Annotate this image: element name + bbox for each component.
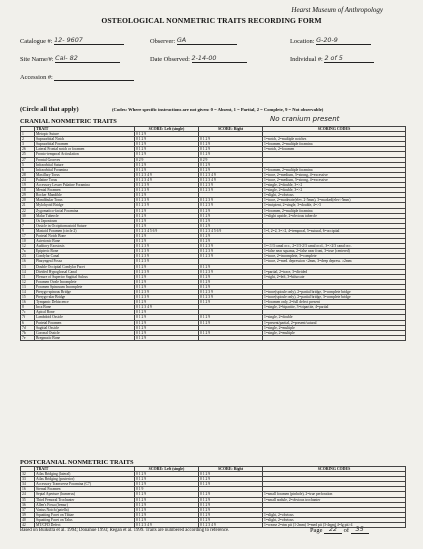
trait-name: Mastoid Foramen (circle 2) <box>35 228 135 233</box>
left-score-options[interactable]: 0 1 2 3 4 9 <box>135 305 199 310</box>
trait-name: Atlas Bridging (posterior) <box>35 477 135 482</box>
scoring-codes: 1=notch, 2=foramen <box>263 147 406 152</box>
scoring-codes: 1=right, 2=left, 3=bifurcate <box>263 274 406 279</box>
right-score-options[interactable]: 0 1 2 9 <box>199 517 263 522</box>
cranial-section-title: CRANIAL NONMETRIC TRAITS <box>20 118 117 125</box>
trait-name: Septal Aperture (humerus) <box>35 492 135 497</box>
left-score-options[interactable]: 0 1 2 9 <box>135 482 199 487</box>
left-score-options[interactable]: 0 1 2 9 <box>135 507 199 512</box>
site-value: Cal- 82 <box>55 54 78 62</box>
trait-number: 20 <box>21 198 35 203</box>
postcranial-section-title: POSTCRANIAL NONMETRIC TRAITS <box>20 459 134 466</box>
left-score-options[interactable]: 0 1 2 9 <box>135 223 199 228</box>
scoring-codes: 1=partial, 2=trace, 3=divided <box>263 269 406 274</box>
left-score-options[interactable]: 0 1 9 <box>135 487 199 492</box>
scoring-codes: 1=trace(spicule only), 2=partial bridge, 3=complete bridge <box>263 290 406 295</box>
trait-name: Foramen Spinosum Incomplete <box>35 284 135 289</box>
trait-number: 7d <box>21 325 35 330</box>
trait-name: Ossicle in Occipitomastoid Suture <box>35 223 135 228</box>
right-score-options[interactable]: 0 1 2 9 <box>199 137 263 142</box>
left-score-options[interactable]: 0 1 2 3 4 5 6 9 <box>135 228 199 233</box>
trait-number: 9 <box>21 228 35 233</box>
individual-value: 2 of 5 <box>324 54 343 62</box>
left-score-options[interactable]: 0 1 2 9 <box>135 310 199 315</box>
trait-name: Apical Bone <box>35 310 135 315</box>
left-score-options[interactable]: 0 1 2 9 <box>135 477 199 482</box>
trait-number: 7b <box>21 330 35 335</box>
left-score-options[interactable]: 0 1 2 3 4 9 <box>135 523 199 528</box>
right-score-options[interactable]: 0 1 2 9 <box>199 233 263 238</box>
trait-number: 5 <box>21 162 35 167</box>
trait-number: 27 <box>21 157 35 162</box>
right-score-options[interactable]: 0 1 2 9 <box>199 477 263 482</box>
left-score-options[interactable]: 0 1 2 9 <box>135 472 199 477</box>
trait-number: 8 <box>21 305 35 310</box>
trait-name: Vastus Notch (patella) <box>35 507 135 512</box>
form-title: OSTEOLOGICAL NONMETRIC TRAITS RECORDING FORM <box>101 16 322 25</box>
scoring-codes: 1=slight, 2=obvious <box>263 517 406 522</box>
left-score-options[interactable]: 0 1 2 9 <box>135 264 199 269</box>
postcranial-traits-table <box>20 466 406 528</box>
left-score-options[interactable]: 0 1 2 9 <box>135 132 199 137</box>
trait-number: 39 <box>21 512 35 517</box>
trait-number: 24 <box>21 177 35 182</box>
right-score-options[interactable]: 0 1 2 9 <box>199 142 263 147</box>
trait-name: Parietal Notch Bone <box>35 233 135 238</box>
right-score-options[interactable] <box>199 335 263 340</box>
scoring-codes: 1=trace, 2=incomplete, 3=complete <box>263 254 406 259</box>
right-score-options[interactable]: 0 1 2 9 <box>199 492 263 497</box>
left-score-options[interactable]: 0 1 2 3 4 9 <box>135 172 199 177</box>
trait-name: Parietal Foramen <box>35 320 135 325</box>
trait-number: 19 <box>21 183 35 188</box>
scoring-codes: 1=crease 2=rim pit (1-2mm) 3=med pit (3-4mm) 4=lg pit>4 <box>263 523 406 528</box>
trait-number: 29 <box>21 193 35 198</box>
trait-name: Infraorbital Foramina <box>35 167 135 172</box>
trait-name: Pterygo-alar Bridge <box>35 295 135 300</box>
scoring-codes <box>263 335 406 340</box>
right-score-options[interactable]: 0 1 2 9 <box>199 218 263 223</box>
right-score-options[interactable]: 0 2 9 <box>199 157 263 162</box>
trait-number: 10 <box>21 239 35 244</box>
left-score-options[interactable]: 0 1 2 9 <box>135 497 199 502</box>
trait-number: 13 <box>21 264 35 269</box>
date-observed-field[interactable]: Date Observed: 2-14-00 <box>150 54 247 63</box>
right-score-header: SCORE: Right <box>199 467 263 472</box>
right-score-options[interactable]: 0 1 2 3 9 <box>199 254 263 259</box>
right-score-options[interactable]: 0 1 2 3 9 <box>199 249 263 254</box>
left-score-options[interactable]: 0 1 2 3 9 <box>135 269 199 274</box>
trait-number: 35 <box>21 497 35 502</box>
trait-number: 23 <box>21 254 35 259</box>
trait-name: MT/CFD Defect <box>35 523 135 528</box>
cranial-table-body <box>21 132 406 341</box>
right-score-options[interactable]: 0 1 2 9 <box>199 320 263 325</box>
right-score-options[interactable]: 0 1 2 3 9 <box>199 183 263 188</box>
scoring-codes: 1=foramen only, 2=full defect present <box>263 300 406 305</box>
trait-name: Os Japonicum <box>35 218 135 223</box>
location-value: G-20-9 <box>316 36 338 44</box>
trait-number: 7e <box>21 335 35 340</box>
page-number: Page 22 of 35 <box>310 525 369 534</box>
trait-name: Fronto-temporal Articulation <box>35 152 135 157</box>
right-score-options[interactable]: 0 1 2 3 9 <box>199 295 263 300</box>
right-score-options[interactable]: 0 1 2 3 9 <box>199 290 263 295</box>
trait-number: 42 <box>21 523 35 528</box>
right-score-options[interactable]: 0 1 2 9 <box>199 315 263 320</box>
trait-name: Divided Hypoglossal Canal <box>35 269 135 274</box>
trait-number: 18 <box>21 188 35 193</box>
trait-name: Mental Foramen <box>35 188 135 193</box>
left-score-options[interactable]: 0 1 2 9 <box>135 320 199 325</box>
postcranial-table-body <box>21 472 406 528</box>
trait-number: 8 <box>21 218 35 223</box>
left-score-options[interactable]: 0 1 2 9 <box>135 330 199 335</box>
trait-number: 28 <box>21 172 35 177</box>
left-score-options[interactable]: 0 1 2 9 <box>135 218 199 223</box>
left-score-options[interactable]: 0 1 2 9 <box>135 208 199 213</box>
trait-header: TRAIT <box>35 127 135 132</box>
left-score-options[interactable]: 0 1 2 9 <box>135 213 199 218</box>
trait-name: Atlas Bridging (lateral) <box>35 472 135 477</box>
scoring-codes: 1=trace(spicule only), 2=partial bridge, 3=complete bridge <box>263 295 406 300</box>
trait-number: 36 <box>21 502 35 507</box>
trait-number: 22 <box>21 208 35 213</box>
scoring-codes-header: SCORING CODES <box>263 127 406 132</box>
trait-name: Supraorbital Foramen <box>35 142 135 147</box>
left-score-options[interactable]: 0 1 2 9 <box>135 162 199 167</box>
scoring-codes: 1=trace, 2=med. depression <2mm, 3=deep depress. ≥2mm <box>263 259 406 264</box>
trait-name: Tympanic Dehiscence <box>35 300 135 305</box>
left-score-options[interactable]: 0 1 2 9 <box>135 142 199 147</box>
trait-name: Frontal Grooves <box>35 157 135 162</box>
trait-header: TRAIT <box>35 467 135 472</box>
scoring-codes: 1=single, 2=double <box>263 315 406 320</box>
left-score-options[interactable]: 0 1 2 9 <box>135 279 199 284</box>
trait-name: Mylohyoid Bridge <box>35 203 135 208</box>
scoring-codes-header: SCORING CODES <box>263 467 406 472</box>
date-observed-value: 2-14-00 <box>191 54 217 62</box>
left-score-options[interactable]: 0 1 2 9 <box>135 152 199 157</box>
trait-number: 26 <box>21 147 35 152</box>
trait-name: Infraorbital Suture <box>35 162 135 167</box>
trait-number: 16 <box>21 259 35 264</box>
trait-name: Coronal Ossicle <box>35 330 135 335</box>
trait-name: Inca Bone <box>35 305 135 310</box>
trait-name: Supraorbital Notch <box>35 137 135 142</box>
left-score-options[interactable]: 0 1 2 3 9 <box>135 259 199 264</box>
right-score-options[interactable]: 0 1 2 9 <box>199 147 263 152</box>
scoring-codes: 1=trace, 2=moderate(elev. 2-5mm), 3=marked(elev>5mm) <box>263 198 406 203</box>
scoring-codes: 1=foramen, 2=multiple foramina <box>263 167 406 172</box>
left-score-options[interactable]: 0 1 2 9 <box>135 137 199 142</box>
right-score-options[interactable]: 0 1 2 9 <box>199 482 263 487</box>
museum-name: Hearst Museum of Anthropology <box>291 6 383 14</box>
cranial-traits-table <box>20 126 406 341</box>
trait-name: Epipteric Bone <box>35 249 135 254</box>
left-score-header: SCORE: Left (single) <box>135 467 199 472</box>
right-score-options[interactable]: 0 1 2 9 <box>199 162 263 167</box>
trait-name: Mandibular Torus <box>35 198 135 203</box>
left-score-options[interactable]: 0 1 2 9 <box>135 335 199 340</box>
trait-number: 6 <box>21 320 35 325</box>
left-score-options[interactable]: 0 1 2 9 <box>135 325 199 330</box>
left-score-options[interactable]: 0 1 2 9 <box>135 492 199 497</box>
trait-name: Double Occipital Condylar Facet <box>35 264 135 269</box>
trait-number: 40 <box>21 517 35 522</box>
trait-number: 16 <box>21 487 35 492</box>
trait-name: Sagittal Ossicle <box>35 325 135 330</box>
scoring-codes: 1=notch, 2=multiple notches <box>263 137 406 142</box>
right-score-options[interactable]: 0 1 2 9 <box>199 300 263 305</box>
trait-number: 24 <box>21 492 35 497</box>
scoring-codes: 1=slight, 2=obvious <box>263 512 406 517</box>
left-score-options[interactable]: 0 1 2 3 4 9 <box>135 177 199 182</box>
trait-number: 7f <box>21 315 35 320</box>
trait-name: Third Femoral Trochanter <box>35 497 135 502</box>
trait-name: Metopic Suture <box>35 132 135 137</box>
left-score-options[interactable]: 0 1 2 3 9 <box>135 198 199 203</box>
codes-note: (Codes: Where specific instructions are not given: 0 = Absent, 1 = Partial, 2 = Complete, 9 = Not observable) <box>112 107 324 112</box>
left-score-options[interactable]: 0 1 2 3 9 <box>135 188 199 193</box>
trait-number: 32 <box>21 472 35 477</box>
left-score-options[interactable]: 0 1 2 3 9 <box>135 295 199 300</box>
catalogue-value: 12- 9607 <box>54 36 83 44</box>
trait-number: 34 <box>21 482 35 487</box>
trait-name: Auditory Exostosis <box>35 244 135 249</box>
trait-name: Accessory Lesser Palatine Foramina <box>35 183 135 188</box>
right-score-options[interactable]: 0 1 2 3 9 <box>199 269 263 274</box>
trait-name: Malar Tubercle <box>35 213 135 218</box>
trait-number: 1 <box>21 132 35 137</box>
right-score-options[interactable]: 0 1 2 9 <box>199 167 263 172</box>
left-score-options[interactable]: 0 1 2 3 9 <box>135 203 199 208</box>
trait-name: Flexure of Superior Sagittal Sulcus <box>35 274 135 279</box>
trait-name: Pharyngeal Fossa <box>35 259 135 264</box>
site-field[interactable]: Site Name/#: Cal- 82 <box>20 54 120 63</box>
trait-number: 14 <box>21 290 35 295</box>
left-score-options[interactable]: 0 1 2 9 <box>135 239 199 244</box>
right-score-options[interactable]: 0 1 2 9 <box>199 152 263 157</box>
scoring-codes: 1=trace, 2=medium, 3=strong, 4=excessive <box>263 177 406 182</box>
trait-name: Palatine Torus <box>35 177 135 182</box>
trait-name: Accessory Transverse Foramina (C7) <box>35 482 135 487</box>
right-score-options[interactable]: 0 1 2 9 <box>199 213 263 218</box>
right-score-options[interactable]: 0 1 2 9 <box>199 239 263 244</box>
trait-number: 12 <box>21 279 35 284</box>
left-score-options[interactable]: 0 1 2 3 9 <box>135 183 199 188</box>
right-score-options[interactable]: 0 1 2 9 <box>199 264 263 269</box>
scoring-codes: 1=<1/3 canal occ., 2=1/3-2/3 canal occl., 3=>2/3 canal occ. <box>263 244 406 249</box>
right-score-options[interactable]: 0 1 2 3 9 <box>199 198 263 203</box>
scoring-codes: 1=trace, 2=medium, 3=strong, 4=excessive <box>263 172 406 177</box>
right-score-options[interactable]: 0 1 2 9 <box>199 502 263 507</box>
trait-number: 14 <box>21 269 35 274</box>
trait-number: 3 <box>21 142 35 147</box>
scoring-codes: 1=single, 2=bipartite, 3=tripartite, 4=partial <box>263 305 406 310</box>
scoring-codes: 1=slight upside, 2=obvious tubercle <box>263 213 406 218</box>
scoring-codes: 1=small foramen (pinhole), 2=true perforation <box>263 492 406 497</box>
left-score-options[interactable]: 0 1 2 9 <box>135 517 199 522</box>
left-score-options[interactable]: 0 1 2 9 <box>135 193 199 198</box>
right-score-options[interactable]: 0 1 2 9 <box>199 279 263 284</box>
left-score-options[interactable]: 0 1 2 3 9 <box>135 249 199 254</box>
trait-name: Bregmatic Bone <box>35 335 135 340</box>
right-score-options[interactable]: 0 1 2 3 9 <box>199 188 263 193</box>
right-score-options[interactable]: 0 1 2 3 4 9 <box>199 172 263 177</box>
trait-number: 7 <box>21 223 35 228</box>
accession-field[interactable]: Accession #: <box>20 72 134 81</box>
left-score-options[interactable]: 0 1 2 3 9 <box>135 290 199 295</box>
scoring-codes: 1=incipient, 2=single, 3=double, 4=>3 <box>263 203 406 208</box>
scoring-codes: 1=foramen, 2=multiple foramina <box>263 142 406 147</box>
left-score-options[interactable]: 0 1 2 3 9 <box>135 254 199 259</box>
left-score-options[interactable]: 0 1 2 9 <box>135 233 199 238</box>
trait-name: Lateral Frontal notch or foramen <box>35 147 135 152</box>
trait-number: 33 <box>21 477 35 482</box>
trait-name: Maxillary Torus <box>35 172 135 177</box>
trait-number: 30 <box>21 213 35 218</box>
scoring-codes: 1=false near squama, 2=false near front, 3=true (centered) <box>263 249 406 254</box>
trait-name: Foramen Ovale Incomplete <box>35 279 135 284</box>
right-score-options[interactable]: 0 1 2 3 4 5 6 9 <box>199 228 263 233</box>
cranial-row[interactable] <box>21 335 406 340</box>
scoring-codes: 1=foramen, 2=multiple foramina <box>263 208 406 213</box>
left-score-options[interactable]: 0 1 2 9 <box>135 284 199 289</box>
scoring-codes: 1=single, 2=double, 3=>2 <box>263 183 406 188</box>
scoring-codes: 1=single, 2=multiple <box>263 325 406 330</box>
scoring-codes: 1=single, 2=multiple <box>263 330 406 335</box>
trait-number: 7c <box>21 310 35 315</box>
trait-number: 16 <box>21 300 35 305</box>
catalogue-field[interactable]: Catalogue #: 12- 9607 <box>20 36 124 45</box>
trait-number: 12 <box>21 244 35 249</box>
right-score-options[interactable]: 0 1 2 9 <box>199 330 263 335</box>
trait-number: 37 <box>21 507 35 512</box>
handwritten-note: No cranium present <box>270 115 340 123</box>
trait-name: Asterionic Bone <box>35 239 135 244</box>
left-score-options[interactable]: 0 2 9 <box>135 157 199 162</box>
trait-number: 25 <box>21 152 35 157</box>
trait-number: 2 <box>21 137 35 142</box>
trait-number: 6 <box>21 167 35 172</box>
trait-name: Pterygo-spinous Bridge <box>35 290 135 295</box>
right-score-options[interactable]: 0 1 2 9 <box>199 274 263 279</box>
right-score-options[interactable]: 0 1 2 9 <box>199 512 263 517</box>
right-score-options[interactable]: 0 1 2 9 <box>199 507 263 512</box>
reference-footer: Based on Buikstra et al. 1994; Donahue 1993; Regan et al. 1999. Traits are numbered according to reference. <box>20 528 230 533</box>
left-score-options[interactable]: 0 1 2 3 9 <box>135 244 199 249</box>
individual-field[interactable]: Individual #: 2 of 5 <box>290 54 374 63</box>
trait-name: Allen's Fossa (femur) <box>35 502 135 507</box>
scoring-codes: 1=single, 2=double, 3=>2 <box>263 188 406 193</box>
scoring-codes: 1=l, 2=2, 3=>2, 4=temporal, 5=sutural, 6=occipital <box>263 228 406 233</box>
trait-name: Lambdoid Ossicle <box>35 315 135 320</box>
observer-field[interactable]: Observer: GA <box>150 36 237 45</box>
right-score-options[interactable]: 0 1 2 9 <box>199 472 263 477</box>
circle-all-instruction: (Circle all that apply) <box>20 106 79 113</box>
right-score-header: SCORE: Right <box>199 127 263 132</box>
trait-name: Zygomatico-facial Foramina <box>35 208 135 213</box>
trait-name: Squatting Facet on Talus <box>35 517 135 522</box>
right-score-options[interactable]: 0 1 2 9 <box>199 208 263 213</box>
trait-name: Sternal Foramen <box>35 487 135 492</box>
right-score-options[interactable]: 0 1 2 3 9 <box>199 203 263 208</box>
observer-value: GA <box>176 36 187 44</box>
right-score-options[interactable]: 0 1 2 9 <box>199 284 263 289</box>
left-score-options[interactable]: 0 1 2 9 <box>135 512 199 517</box>
trait-name: Condylar Canal <box>35 254 135 259</box>
trait-number: 11 <box>21 274 35 279</box>
left-score-options[interactable]: 0 1 2 9 <box>135 502 199 507</box>
scoring-codes: 1=small nodule, 2=obvious trochanter <box>263 497 406 502</box>
trait-number: 13 <box>21 284 35 289</box>
left-score-options[interactable]: 0 1 2 9 <box>135 300 199 305</box>
left-score-options[interactable]: 0 1 2 9 <box>135 274 199 279</box>
trait-number: 21 <box>21 203 35 208</box>
trait-number: 7a <box>21 249 35 254</box>
left-score-options[interactable]: 0 1 2 9 <box>135 147 199 152</box>
left-score-header: SCORE: Left (single) <box>135 127 199 132</box>
trait-number: 17 <box>21 233 35 238</box>
right-score-options[interactable]: 0 1 2 9 <box>199 497 263 502</box>
trait-name: Rocker Mandible <box>35 193 135 198</box>
location-field[interactable]: Location: G-20-9 <box>290 36 371 45</box>
trait-number: 15 <box>21 295 35 300</box>
left-score-options[interactable]: 0 1 2 9 <box>135 315 199 320</box>
right-score-options[interactable]: 0 1 2 3 4 9 <box>199 177 263 182</box>
scoring-codes: 1=present/partial, 2=present/sutural <box>263 320 406 325</box>
trait-name: Squatting Facet on Tibiae <box>35 512 135 517</box>
right-score-options[interactable]: 0 1 2 9 <box>199 223 263 228</box>
right-score-options[interactable]: 0 1 2 3 4 9 <box>199 523 263 528</box>
scoring-codes: 1=slight, 2=obvious <box>263 193 406 198</box>
right-score-options[interactable]: 0 1 2 3 9 <box>199 244 263 249</box>
left-score-options[interactable]: 0 1 2 9 <box>135 167 199 172</box>
